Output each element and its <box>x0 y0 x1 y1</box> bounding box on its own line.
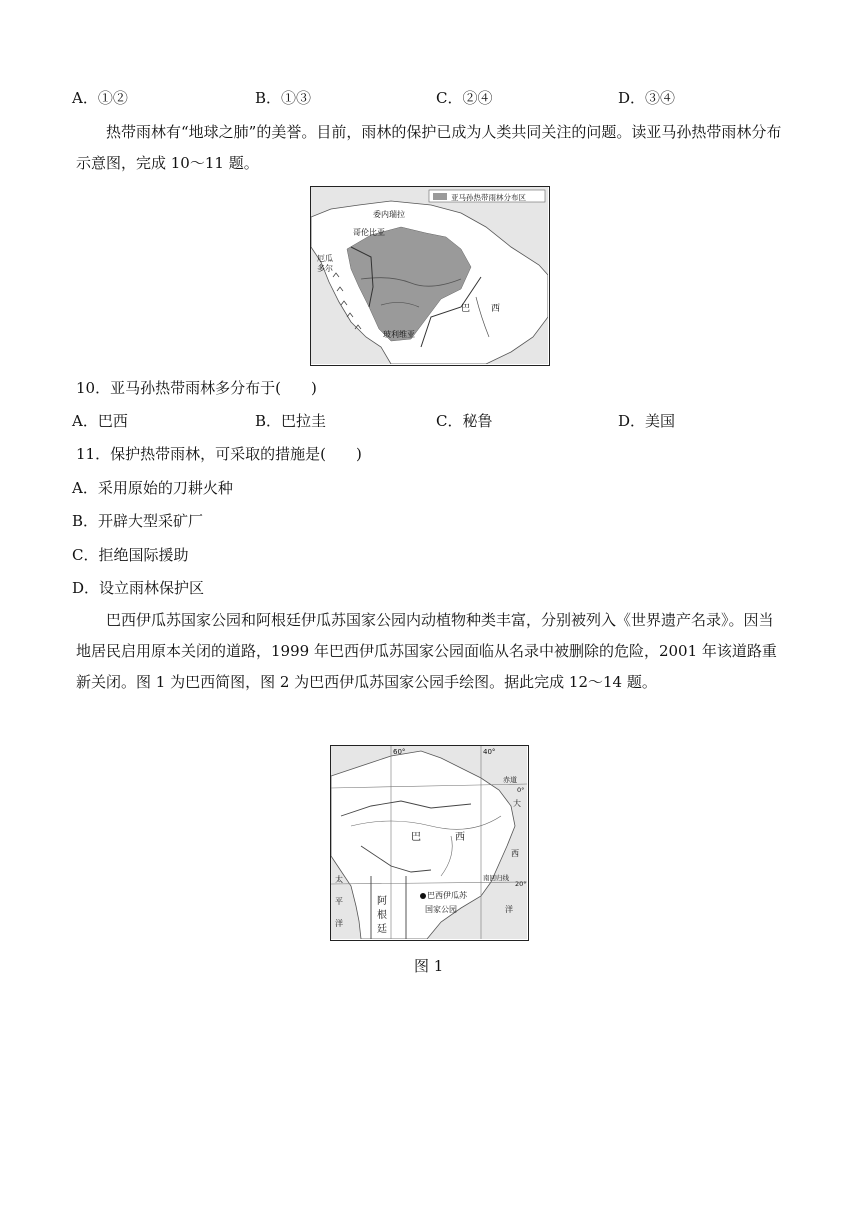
q11-option-d: D．设立雨林保护区 <box>72 579 205 597</box>
map2-label-argentina-3: 廷 <box>377 924 387 935</box>
brazil-sketch-map <box>330 745 529 941</box>
map2-label-equator: 赤道 <box>503 776 517 784</box>
map2-label-pacific-1: 太 <box>335 875 343 884</box>
map2-label-brazil-1: 巴 <box>411 832 421 843</box>
q11-option-c: C．拒绝国际援助 <box>72 546 189 564</box>
map2-label-park-2: 国家公园 <box>425 905 457 914</box>
map1-legend-label: 亚马孙热带雨林分布区 <box>451 193 526 202</box>
map2-label-argentina-2: 根 <box>377 910 387 921</box>
map2-label-lat0: 0° <box>517 786 525 794</box>
map2-label-atlantic-2: 西 <box>511 849 519 858</box>
q11-option-b: B．开辟大型采矿厂 <box>72 512 204 530</box>
q9-option-d: D．③④ <box>618 89 676 107</box>
map2-label-argentina-1: 阿 <box>377 896 387 907</box>
figure-1-caption: 图 1 <box>414 957 444 975</box>
q10-option-c: C．秘鲁 <box>436 412 493 430</box>
map1-label-brazil-2: 西 <box>491 304 501 314</box>
map2-label-tropic: 南回归线 <box>483 874 509 882</box>
map1-label-colombia: 哥伦比亚 <box>353 228 385 237</box>
map2-label-atlantic-3: 洋 <box>505 905 513 914</box>
q9-option-a: A．①② <box>72 89 128 107</box>
map2-label-lon40: 40° <box>483 748 496 756</box>
map1-label-brazil-1: 巴 <box>461 304 471 314</box>
map2-label-brazil-2: 西 <box>455 832 465 843</box>
amazon-map-graphic <box>311 187 548 364</box>
q9-option-c: C．②④ <box>436 89 493 107</box>
map1-label-venezuela: 委内瑞拉 <box>373 210 405 219</box>
map2-label-pacific-2: 平 <box>335 897 343 906</box>
q11-stem: 11．保护热带雨林，可采取的措施是( ) <box>76 445 362 463</box>
iguazu-passage: 巴西伊瓜苏国家公园和阿根廷伊瓜苏国家公园内动植物种类丰富，分别被列入《世界遗产名录》。因当地居民启用原本关闭的道路，1999 年巴西伊瓜苏国家公园面临从名录中被删除的危险，2001 年该道路重新关闭。图 1 为巴西简图，图 2 为巴西伊瓜苏国家公园手绘图。据此完成 12～14 题。 <box>76 611 777 691</box>
q10-option-a: A．巴西 <box>72 412 128 430</box>
map2-label-pacific-3: 洋 <box>335 919 343 928</box>
q10-option-b: B．巴拉圭 <box>255 412 327 430</box>
rainforest-passage: 热带雨林有“地球之肺”的美誉。目前，雨林的保护已成为人类共同关注的问题。读亚马孙热带雨林分布示意图，完成 10～11 题。 <box>76 123 782 172</box>
map1-label-ecuador-1: 厄瓜 <box>317 254 333 263</box>
map2-label-lon60: 60° <box>393 748 406 756</box>
q11-option-a: A．采用原始的刀耕火种 <box>72 479 233 497</box>
brazil-map-graphic <box>331 746 527 939</box>
map1-label-ecuador-2: 多尔 <box>317 264 333 273</box>
q10-option-d: D．美国 <box>618 412 676 430</box>
map1-label-bolivia: 玻利维亚 <box>383 330 415 339</box>
q9-option-b: B．①③ <box>255 89 312 107</box>
map2-label-lat20: 20° <box>515 880 527 888</box>
map2-label-atlantic-1: 大 <box>513 799 521 808</box>
map2-label-park-1: 巴西伊瓜苏 <box>427 891 467 900</box>
q10-stem: 10．亚马孙热带雨林多分布于( ) <box>76 379 317 397</box>
amazon-rainforest-map <box>310 186 550 366</box>
